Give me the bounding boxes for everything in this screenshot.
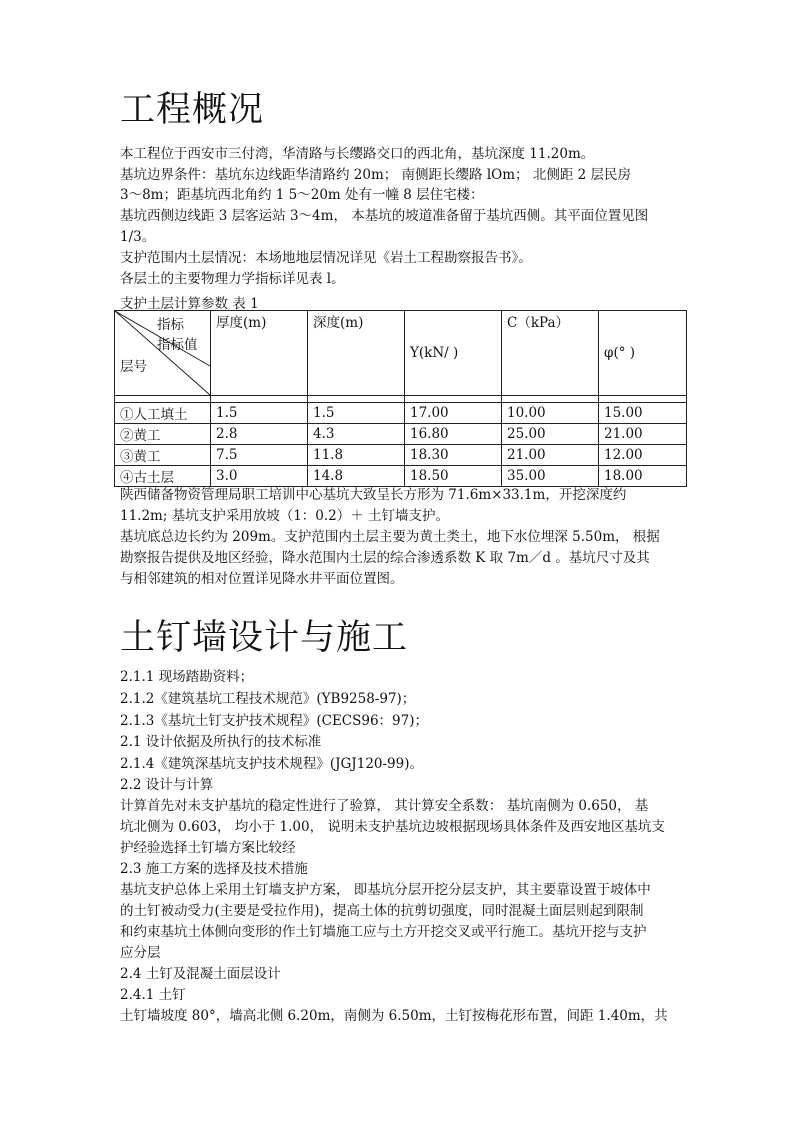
paragraph-line: 2.1.1 现场踏勘资料； xyxy=(120,669,254,685)
table-header-cell: 深度(m) xyxy=(308,311,405,396)
paragraph-line: 基坑西侧边线距 3 层客运站 3～4m， 本基坑的坡道准备留于基坑西侧。其平面位置见图 xyxy=(120,208,649,224)
table-spacer-cell xyxy=(115,396,211,403)
table-cell: ③黄工 xyxy=(115,445,211,466)
table-row xyxy=(115,445,687,466)
paragraph-line: 护经验选择土钉墙方案比较经 xyxy=(120,840,296,856)
paragraph-line: 2.2 设计与计算 xyxy=(120,777,214,793)
soil-parameter-table xyxy=(114,310,687,487)
table-cell: 15.00 xyxy=(599,403,687,424)
paragraph-line: 3～8m；距基坑西北角约 1 5～20m 处有一幢 8 层住宅楼： xyxy=(120,187,484,203)
table-corner-cell xyxy=(115,311,211,396)
paragraph-line: 坑北侧为 0.603， 均小于 1.00， 说明未支护基坑边坡根据现场具体条件及西安地区基坑支 xyxy=(120,819,665,835)
table-row xyxy=(115,403,687,424)
table-cell: ①人工填土 xyxy=(115,403,211,424)
table-cell: 18.50 xyxy=(405,466,502,487)
table-cell: 14.8 xyxy=(308,466,405,487)
table-cell: 2.8 xyxy=(211,424,308,445)
paragraph-line: 计算首先对未支护基坑的稳定性进行了验算， 其计算安全系数： 基坑南侧为 0.650， 基 xyxy=(120,798,649,814)
table-cell: 4.3 xyxy=(308,424,405,445)
table-spacer-cell xyxy=(502,396,599,403)
corner-label-index: 指标 xyxy=(157,317,184,333)
table-caption: 支护土层计算参数 表 1 xyxy=(120,296,259,312)
table-spacer-cell xyxy=(405,396,502,403)
paragraph-line: 11.2m; 基坑支护采用放坡（1：0.2）＋ 土钉墙支护。 xyxy=(120,508,450,524)
corner-label-value: 指标值 xyxy=(157,337,198,353)
table-header-cell: φ(° ) xyxy=(599,311,687,396)
paragraph-line: 应分层 xyxy=(120,945,161,961)
table-cell: 16.80 xyxy=(405,424,502,445)
paragraph-line: 2.1.2《建筑基坑工程技术规范》(YB9258-97)； xyxy=(120,691,416,707)
paragraph-line: 2.1 设计依据及所执行的技术标准 xyxy=(120,734,322,750)
table-spacer-cell xyxy=(599,396,687,403)
table-row xyxy=(115,424,687,445)
table-cell: 10.00 xyxy=(502,403,599,424)
table-cell: 35.00 xyxy=(502,466,599,487)
paragraph-line: 2.4 土钉及混凝土面层设计 xyxy=(120,966,281,982)
paragraph-line: 陕西储备物资管理局职工培训中心基坑大致呈长方形为 71.6m×33.1m，开挖深度约 xyxy=(120,487,627,503)
table-cell: 1.5 xyxy=(211,403,308,424)
paragraph-line: 支护范围内土层情况：本场地地层情况详见《岩土工程勘察报告书》。 xyxy=(120,250,532,266)
paragraph-line: 2.4.1 土钉 xyxy=(120,987,186,1003)
paragraph-line: 和约束基坑土体侧向变形的作土钉墙施工应与土方开挖交叉或平行施工。基坑开挖与支护 xyxy=(120,924,647,940)
table-header-row xyxy=(115,311,687,396)
table-header-cell: C（kPa） xyxy=(502,311,599,396)
table-cell: ②黄工 xyxy=(115,424,211,445)
table-cell: 21.00 xyxy=(599,424,687,445)
table-cell: 7.5 xyxy=(211,445,308,466)
paragraph-line: 2.1.4《建筑深基坑支护技术规程》(JGJ120-99)。 xyxy=(120,756,423,772)
paragraph-line: 与相邻建筑的相对位置详见降水井平面位置图。 xyxy=(120,571,404,587)
table-cell: ④古土层 xyxy=(115,466,211,487)
section-title-project-overview: 工程概况 xyxy=(120,90,265,130)
table-spacer-cell xyxy=(308,396,405,403)
section-title-soil-nail-wall: 土钉墙设计与施工 xyxy=(120,618,409,658)
corner-label-layer: 层号 xyxy=(120,359,147,375)
table-cell: 12.00 xyxy=(599,445,687,466)
paragraph-line: 勘察报告提供及地区经验，降水范围内土层的综合渗透系数 K 取 7m／d 。基坑尺寸及其 xyxy=(120,550,650,566)
table-cell: 18.00 xyxy=(599,466,687,487)
table-header-cell: Y(kN/ ) xyxy=(405,311,502,396)
table-spacer-row xyxy=(115,396,687,403)
paragraph-line: 本工程位于西安市三付湾，华清路与长缨路交口的西北角，基坑深度 11.20m。 xyxy=(120,146,595,162)
paragraph-line: 2.1.3《基坑土钉支护技术规程》(CECS96：97)； xyxy=(120,713,429,729)
table-header-cell: 厚度(m) xyxy=(211,311,308,396)
table-cell: 11.8 xyxy=(308,445,405,466)
table-cell: 18.30 xyxy=(405,445,502,466)
paragraph-line: 各层土的主要物理力学指标详见表 l。 xyxy=(120,271,345,287)
table-cell: 17.00 xyxy=(405,403,502,424)
paragraph-line: 土钉墙坡度 80°，墙高北侧 6.20m，南侧为 6.50m，土钉按梅花形布置，间距 1.40m，共 xyxy=(120,1008,668,1024)
table-spacer-cell xyxy=(211,396,308,403)
paragraph-line: 2.3 施工方案的选择及技术措施 xyxy=(120,861,308,877)
paragraph-line: 1/3。 xyxy=(120,229,156,245)
paragraph-line: 基坑底总边长约为 209m。支护范围内土层主要为黄土类土，地下水位埋深 5.50m， 根据 xyxy=(120,529,660,545)
paragraph-line: 基坑支护总体上采用土钉墙支护方案， 即基坑分层开挖分层支护，其主要靠设置于坡体中 xyxy=(120,882,651,898)
table-cell: 1.5 xyxy=(308,403,405,424)
table-row xyxy=(115,466,687,487)
table-cell: 3.0 xyxy=(211,466,308,487)
table-cell: 21.00 xyxy=(502,445,599,466)
table-cell: 25.00 xyxy=(502,424,599,445)
paragraph-line: 的土钉被动受力(主要是受拉作用)，提高土体的抗剪切强度，同时混凝土面层则起到限制 xyxy=(120,903,644,919)
paragraph-line: 基坑边界条件：基坑东边线距华清路约 20m； 南侧距长缨路 lOm； 北侧距 2 层民房 xyxy=(120,167,632,183)
